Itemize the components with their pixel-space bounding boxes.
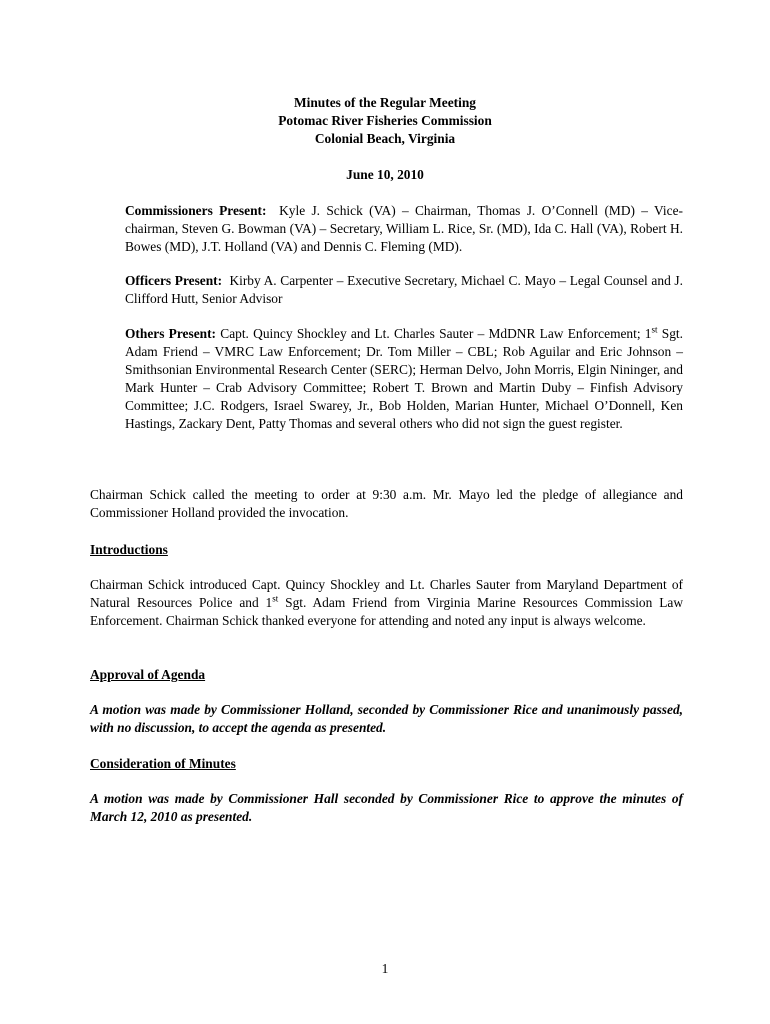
- minutes-motion: A motion was made by Commissioner Hall seconded by Commissioner Rice to approve the minutes of March 12, 2010 as presented.: [90, 791, 683, 824]
- commissioners-label: Commissioners Present:: [125, 203, 267, 218]
- officers-present: [125, 272, 683, 308]
- others-present: [125, 325, 683, 433]
- others-label: Others Present:: [125, 326, 217, 341]
- introductions-heading: Introductions: [90, 542, 168, 557]
- commissioners-present: [125, 202, 683, 256]
- agenda-heading: Approval of Agenda: [90, 667, 206, 682]
- opening-paragraph: Chairman Schick called the meeting to order at 9:30 a.m. Mr. Mayo led the pledge of allegiance and Commissioner Holland provided the invocation.: [90, 487, 683, 520]
- introductions-text-a: Chairman Schick introduced Capt. Quincy Shockley and Lt. Charles Sauter from Maryland Department of Natural Resources Police and 1: [90, 577, 683, 610]
- commissioners-text: Kyle J. Schick (VA) – Chairman, Thomas J. O’Connell (MD) – Vice-chairman, Steven G. Bowman (VA) – Secretary, William L. Rice, Sr. (MD), Ida C. Hall (VA), Robert H. Bowes (MD), J.T. Holland (VA) and Dennis C. Fleming (MD).: [125, 203, 683, 254]
- officers-label: Officers Present:: [125, 273, 223, 288]
- minutes-heading: Consideration of Minutes: [90, 756, 236, 771]
- introductions-sup: st: [272, 593, 279, 604]
- agenda-motion: A motion was made by Commissioner Holland, seconded by Commissioner Rice and unanimously passed, with no discussion, to accept the agenda as presented.: [90, 702, 683, 735]
- officers-text: Kirby A. Carpenter – Executive Secretary, Michael C. Mayo – Legal Counsel and J. Clifford Hutt, Senior Advisor: [125, 273, 683, 306]
- title-line-3: Colonial Beach, Virginia: [314, 131, 456, 146]
- introductions-text-b: Sgt. Adam Friend from Virginia Marine Resources Commission Law Enforcement. Chairman Schick thanked everyone for attending and noted any input is always welcome.: [90, 595, 684, 628]
- page-number: 1: [381, 961, 389, 976]
- introductions-paragraph: [90, 576, 683, 630]
- others-sup: st: [651, 324, 658, 335]
- meeting-date: June 10, 2010: [346, 167, 424, 182]
- title-line-2: Potomac River Fisheries Commission: [278, 113, 492, 128]
- title-line-1: Minutes of the Regular Meeting: [294, 95, 476, 110]
- others-text-a: Capt. Quincy Shockley and Lt. Charles Sauter – MdDNR Law Enforcement; 1: [220, 326, 652, 341]
- others-text-b: Sgt. Adam Friend – VMRC Law Enforcement; Dr. Tom Miller – CBL; Rob Aguilar and Eric Johnson – Smithsonian Environmental Research Center (SERC); Herman Delvo, John Morris, Elgin Nininger, and Mark Hunter – Crab Advisory Committee; Robert T. Brown and Martin Duby – Finfish Advisory Committee; J.C. Rodgers, Israel Swarey, Jr., Bob Holden, Marian Hunter, Michael O’Donnell, Ken Hastings, Zackary Dent, Patty Thomas and several others who did not sign the guest register.: [125, 326, 683, 431]
